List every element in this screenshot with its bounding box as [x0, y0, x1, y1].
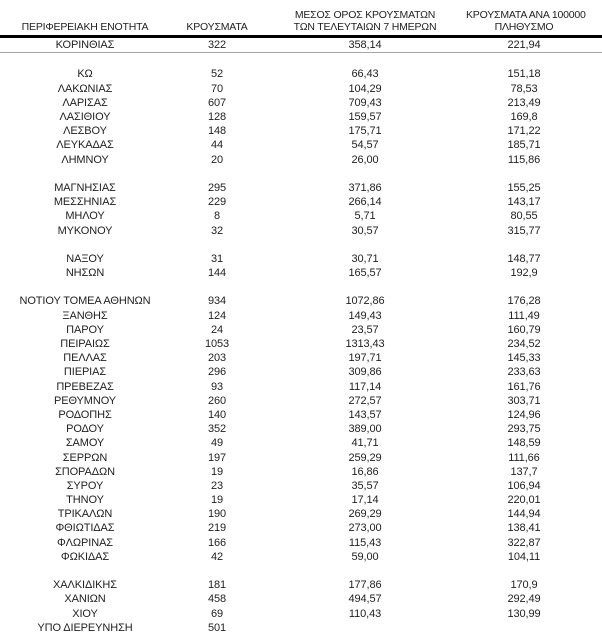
cell-region: ΣΑΜΟΥ — [65, 437, 105, 450]
spacer-cell — [0, 564, 170, 578]
cell-region: ΧΙΟΥ — [72, 607, 98, 620]
cell-cases: 31 — [210, 252, 224, 265]
cell-per100k: 137,7 — [510, 465, 538, 478]
cell-cases: 93 — [210, 380, 224, 393]
cell-cases: 124 — [207, 309, 227, 322]
spacer-cell — [264, 238, 466, 252]
cell-region: ΜΑΓΝΗΣΙΑΣ — [54, 181, 116, 194]
table-row — [0, 82, 602, 96]
cell-per100k: 151,18 — [507, 68, 541, 81]
header-line: ΚΡΟΥΣΜΑΤΑ — [186, 21, 248, 33]
cell-avg7: 110,43 — [348, 607, 382, 620]
table-row — [0, 110, 602, 124]
cell-cases: 295 — [207, 181, 227, 194]
table-row — [0, 521, 602, 535]
table-row — [0, 479, 602, 493]
table-row — [0, 365, 602, 379]
cell-region: ΤΗΝΟΥ — [66, 494, 104, 507]
cell-region: ΤΡΙΚΑΛΩΝ — [57, 508, 113, 521]
cell-per100k: 148,77 — [507, 252, 541, 265]
spacer-cell — [0, 53, 170, 68]
cell-cases: 32 — [210, 224, 224, 237]
cell-avg7: 175,71 — [348, 125, 382, 138]
cell-region: ΦΩΚΙΔΑΣ — [60, 550, 110, 563]
spacer-cell — [466, 167, 602, 181]
header-line: ΚΡΟΥΣΜΑΤΑ ΑΝΑ 100000 — [466, 9, 586, 21]
cell-cases: 219 — [207, 522, 227, 535]
spacer-cell — [466, 564, 602, 578]
cell-region: ΣΥΡΟΥ — [66, 479, 104, 492]
cell-avg7: 1313,43 — [345, 338, 385, 351]
column-header-region — [0, 0, 170, 37]
cell-cases: 20 — [210, 153, 224, 166]
table-row — [0, 394, 602, 408]
cell-per100k: 143,17 — [507, 196, 541, 209]
cell-per100k: 170,9 — [510, 579, 538, 592]
cell-region: ΠΕΙΡΑΙΩΣ — [60, 338, 110, 351]
cell-region: ΦΘΙΩΤΙΔΑΣ — [55, 522, 115, 535]
cell-per100k: 155,25 — [507, 181, 541, 194]
column-header-avg7 — [264, 0, 466, 37]
cell-avg7: 16,86 — [351, 465, 379, 478]
table-row — [0, 607, 602, 621]
cell-avg7: 5,71 — [354, 210, 376, 223]
column-header-cases — [170, 0, 264, 37]
spacer-cell — [466, 238, 602, 252]
table-row — [0, 550, 602, 564]
cell-cases: 49 — [210, 437, 224, 450]
cell-region: ΛΑΚΩΝΙΑΣ — [57, 82, 113, 95]
cell-avg7: 26,00 — [351, 153, 379, 166]
cell-cases: 144 — [207, 267, 227, 280]
cell-region: ΠΑΡΟΥ — [66, 323, 104, 336]
cell-cases: 190 — [207, 508, 227, 521]
cell-region: ΝΟΤΙΟΥ ΤΟΜΕΑ ΑΘΗΝΩΝ — [19, 295, 151, 308]
cell-cases: 501 — [207, 621, 227, 634]
header-row — [0, 0, 602, 37]
cell-per100k — [466, 621, 602, 635]
table-row — [0, 578, 602, 592]
cell-avg7: 23,57 — [351, 323, 379, 336]
cell-cases: 19 — [210, 494, 224, 507]
cell-region: ΛΕΣΒΟΥ — [63, 125, 107, 138]
spacer-cell — [264, 53, 466, 68]
cell-per100k: 233,63 — [507, 366, 541, 379]
cell-per100k: 234,52 — [507, 338, 541, 351]
cell-per100k: 124,96 — [507, 408, 541, 421]
cell-region: ΦΛΩΡΙΝΑΣ — [56, 536, 114, 549]
cell-per100k: 185,71 — [507, 139, 541, 152]
cell-cases: 607 — [207, 96, 227, 109]
cell-region: ΠΡΕΒΕΖΑΣ — [56, 380, 114, 393]
cell-cases: 140 — [207, 408, 227, 421]
spacer-cell — [170, 53, 264, 68]
table-row — [0, 621, 602, 635]
cell-avg7: 269,29 — [348, 508, 382, 521]
table-body — [0, 37, 602, 635]
cell-avg7: 358,14 — [264, 37, 466, 53]
cell-per100k: 80,55 — [510, 210, 538, 223]
cell-region: ΡΟΔΟΠΗΣ — [58, 408, 112, 421]
cell-region: ΧΑΛΚΙΔΙΚΗΣ — [53, 579, 117, 592]
cell-cases: 8 — [213, 210, 221, 223]
cell-region: ΛΕΥΚΑΔΑΣ — [56, 139, 114, 152]
cell-per100k: 213,49 — [507, 96, 541, 109]
cell-per100k: 148,59 — [507, 437, 541, 450]
table-row — [0, 138, 602, 152]
cell-per100k: 176,28 — [507, 295, 541, 308]
cell-avg7: 389,00 — [348, 423, 382, 436]
header-line: ΠΛΗΘΥΣΜΟ — [494, 21, 554, 33]
cell-region: ΜΕΣΣΗΝΙΑΣ — [53, 196, 117, 209]
spacer-cell — [264, 167, 466, 181]
table-row — [0, 380, 602, 394]
cell-avg7: 272,57 — [348, 394, 382, 407]
cell-region: ΧΑΝΙΩΝ — [64, 593, 106, 606]
cell-region: ΜΥΚΟΝΟΥ — [57, 224, 113, 237]
cell-cases: 23 — [210, 479, 224, 492]
cell-per100k: 292,49 — [507, 593, 541, 606]
cell-region: ΡΟΔΟΥ — [66, 423, 104, 436]
cell-cases: 181 — [207, 579, 227, 592]
cell-cases: 42 — [210, 550, 224, 563]
table-row — [0, 252, 602, 266]
cell-avg7 — [264, 621, 466, 635]
cell-per100k: 220,01 — [507, 494, 541, 507]
spacer-cell — [170, 238, 264, 252]
cell-avg7: 104,29 — [348, 82, 382, 95]
cell-per100k: 138,41 — [507, 522, 541, 535]
spacer-cell — [264, 280, 466, 294]
cell-cases: 352 — [207, 423, 227, 436]
cell-cases: 70 — [210, 82, 224, 95]
table-row — [0, 309, 602, 323]
cell-cases: 934 — [207, 295, 227, 308]
cell-avg7: 309,86 — [348, 366, 382, 379]
cell-region: ΜΗΛΟΥ — [65, 210, 105, 223]
cell-avg7: 17,14 — [351, 494, 379, 507]
table-row — [0, 209, 602, 223]
table-row — [0, 124, 602, 138]
cell-avg7: 266,14 — [348, 196, 382, 209]
cell-cases: 166 — [207, 536, 227, 549]
spacer-cell — [0, 167, 170, 181]
cell-region: ΛΑΣΙΘΙΟΥ — [59, 111, 111, 124]
cell-avg7: 66,43 — [351, 68, 379, 81]
cell-per100k: 78,53 — [510, 82, 538, 95]
cell-avg7: 165,57 — [348, 267, 382, 280]
cell-region: ΚΟΡΙΝΘΙΑΣ — [0, 37, 170, 53]
cell-avg7: 35,57 — [351, 479, 379, 492]
cell-per100k: 322,87 — [507, 536, 541, 549]
table-row — [0, 436, 602, 450]
cell-avg7: 371,86 — [348, 181, 382, 194]
table-row — [0, 337, 602, 351]
cell-cases: 148 — [207, 125, 227, 138]
cell-avg7: 159,57 — [348, 111, 382, 124]
table-row — [0, 37, 602, 53]
cell-per100k: 192,9 — [510, 267, 538, 280]
cell-per100k: 161,76 — [507, 380, 541, 393]
cell-avg7: 197,71 — [348, 352, 382, 365]
table-row — [0, 536, 602, 550]
cell-avg7: 54,57 — [351, 139, 379, 152]
cell-cases: 296 — [207, 366, 227, 379]
cell-per100k: 315,77 — [507, 224, 541, 237]
cell-cases: 128 — [207, 111, 227, 124]
table-row — [0, 351, 602, 365]
table-row — [0, 195, 602, 209]
cell-per100k: 106,94 — [507, 479, 541, 492]
table-row — [0, 96, 602, 110]
cell-region: ΥΠΟ ΔΙΕΡΕΥΝΗΣΗ — [37, 621, 133, 634]
cell-avg7: 143,57 — [348, 408, 382, 421]
cell-region: ΡΕΘΥΜΝΟΥ — [53, 394, 117, 407]
cell-cases: 44 — [210, 139, 224, 152]
cell-cases: 197 — [207, 451, 227, 464]
cell-per100k: 303,71 — [507, 394, 541, 407]
cell-per100k: 104,11 — [507, 550, 541, 563]
table-row — [0, 181, 602, 195]
cell-avg7: 149,43 — [348, 309, 382, 322]
cell-region: ΛΑΡΙΣΑΣ — [62, 96, 108, 109]
cell-region: ΝΑΞΟΥ — [66, 252, 104, 265]
spacer-cell — [0, 238, 170, 252]
cell-per100k: 115,86 — [507, 153, 541, 166]
table-header — [0, 0, 602, 37]
spacer-cell — [264, 564, 466, 578]
cell-region: ΣΕΡΡΩΝ — [62, 451, 108, 464]
table-row — [0, 592, 602, 606]
cell-avg7: 177,86 — [348, 579, 382, 592]
cell-region: ΝΗΣΩΝ — [65, 267, 105, 280]
cell-avg7: 115,43 — [348, 536, 382, 549]
table-row — [0, 408, 602, 422]
spacer-row — [0, 280, 602, 294]
cell-avg7: 117,14 — [348, 380, 382, 393]
table-row — [0, 422, 602, 436]
cell-per100k: 293,75 — [507, 423, 541, 436]
cell-cases: 69 — [210, 607, 224, 620]
table-row — [0, 450, 602, 464]
cell-cases: 19 — [210, 465, 224, 478]
table-row — [0, 223, 602, 237]
spacer-cell — [170, 280, 264, 294]
cell-avg7: 41,71 — [351, 437, 379, 450]
spacer-cell — [170, 564, 264, 578]
column-header-per100k — [466, 0, 602, 37]
spacer-cell — [170, 167, 264, 181]
header-line: ΜΕΣΟΣ ΟΡΟΣ ΚΡΟΥΣΜΑΤΩΝ — [294, 9, 436, 21]
cell-avg7: 709,43 — [348, 96, 382, 109]
cell-avg7: 273,00 — [348, 522, 382, 535]
cell-cases: 458 — [207, 593, 227, 606]
cell-cases: 203 — [207, 352, 227, 365]
cell-per100k: 160,79 — [507, 323, 541, 336]
cell-cases: 1053 — [204, 338, 230, 351]
cell-cases: 260 — [207, 394, 227, 407]
cell-avg7: 259,29 — [348, 451, 382, 464]
cell-region: ΠΙΕΡΙΑΣ — [63, 366, 107, 379]
cell-region: ΚΩ — [77, 68, 93, 81]
cell-avg7: 494,57 — [348, 593, 382, 606]
spacer-row — [0, 564, 602, 578]
cell-cases: 52 — [210, 68, 224, 81]
table-row — [0, 294, 602, 308]
cell-per100k: 111,66 — [508, 451, 540, 464]
cell-avg7: 30,71 — [351, 252, 379, 265]
spacer-cell — [0, 280, 170, 294]
spacer-row — [0, 53, 602, 68]
cell-region: ΛΗΜΝΟΥ — [61, 153, 109, 166]
cell-per100k: 144,94 — [507, 508, 541, 521]
cell-cases: 229 — [207, 196, 227, 209]
cell-region: ΠΕΛΛΑΣ — [63, 352, 107, 365]
cell-avg7: 59,00 — [351, 550, 379, 563]
table-row — [0, 465, 602, 479]
cell-avg7: 30,57 — [351, 224, 379, 237]
table-row — [0, 266, 602, 280]
cell-cases: 322 — [170, 37, 264, 53]
cell-region: ΞΑΝΘΗΣ — [62, 309, 108, 322]
spacer-row — [0, 167, 602, 181]
spacer-cell — [466, 53, 602, 68]
table-row — [0, 493, 602, 507]
cell-per100k: 111,49 — [508, 309, 540, 322]
cell-per100k: 221,94 — [466, 37, 602, 53]
header-line: ΤΩΝ ΤΕΛΕΥΤΑΙΩΝ 7 ΗΜΕΡΩΝ — [293, 21, 437, 33]
cell-per100k: 145,33 — [507, 352, 541, 365]
spacer-cell — [466, 280, 602, 294]
spacer-row — [0, 238, 602, 252]
cell-per100k: 169,8 — [510, 111, 538, 124]
cell-region: ΣΠΟΡΑΔΩΝ — [55, 465, 115, 478]
header-line: ΠΕΡΙΦΕΡΕΙΑΚΗ ΕΝΟΤΗΤΑ — [21, 21, 149, 33]
cell-per100k: 130,99 — [507, 607, 541, 620]
cell-avg7: 1072,86 — [345, 295, 385, 308]
table-row — [0, 507, 602, 521]
cell-cases: 24 — [210, 323, 224, 336]
table-row — [0, 67, 602, 81]
table-row — [0, 153, 602, 167]
table-row — [0, 323, 602, 337]
cell-per100k: 171,22 — [507, 125, 541, 138]
